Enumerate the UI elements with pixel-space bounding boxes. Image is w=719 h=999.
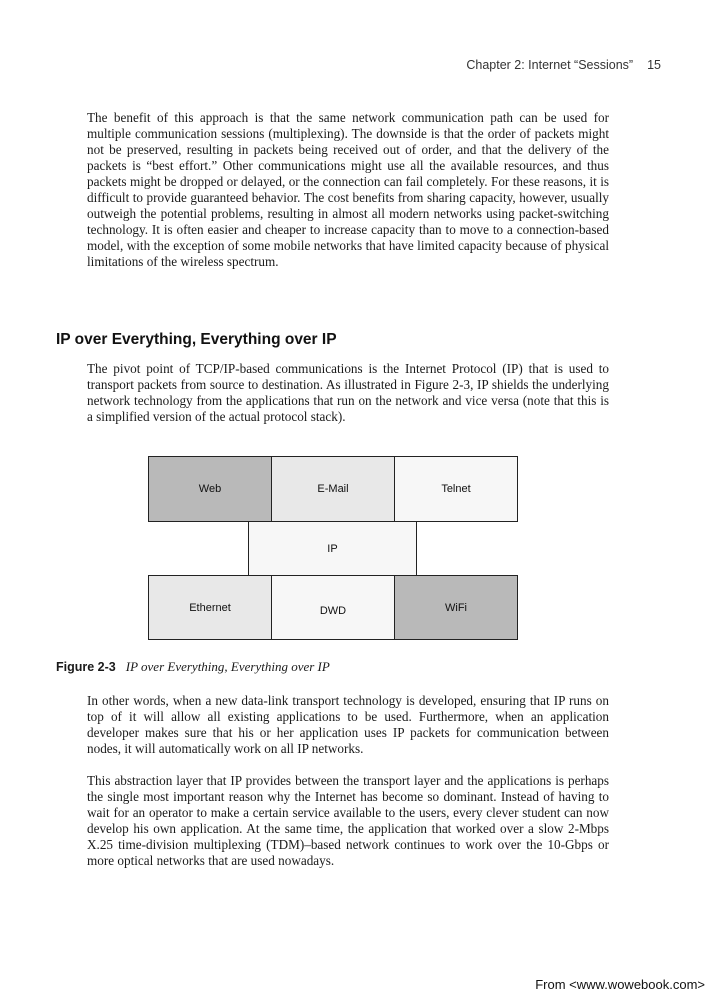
source-footer: From <www.wowebook.com> xyxy=(535,977,705,992)
paragraph-abstraction-layer: This abstraction layer that IP provides between the transport layer and the applications is perhaps the single most important reason why the Internet has become so dominant. Instead of having to wait for an operator to make a certain service available to the users, every clever student can now develop his own application. At the same time, the application that worked over a slow 2-Mbps X.25 time-division multiplexing (TDM)–based network continues to work over the 10-Gbps or more optical networks that are used nowadays. xyxy=(87,773,609,868)
figure-number: Figure 2-3 xyxy=(56,660,116,674)
diagram-box-ip: IP xyxy=(248,521,417,576)
diagram-box-web: Web xyxy=(148,456,272,522)
diagram-box-ethernet: Ethernet xyxy=(148,575,272,640)
diagram-box-wifi: WiFi xyxy=(394,575,518,640)
figure-caption xyxy=(56,659,330,675)
chapter-title: Chapter 2: Internet “Sessions” xyxy=(466,58,634,72)
running-head xyxy=(466,58,661,72)
figure-title: IP over Everything, Everything over IP xyxy=(125,659,330,674)
page-number: 15 xyxy=(647,58,661,72)
section-heading: IP over Everything, Everything over IP xyxy=(56,331,337,348)
paragraph-pivot-point: The pivot point of TCP/IP-based communications is the Internet Protocol (IP) that is used to transport packets from source to destination. As illustrated in Figure 2-3, IP shields the underlying network technology from the applications that run on the network and vice versa (note that this is a simplified version of the actual protocol stack). xyxy=(87,361,609,424)
diagram-box-telnet: Telnet xyxy=(394,456,518,522)
paragraph-packet-switching: The benefit of this approach is that the same network communication path can be used for multiple communication sessions (multiplexing). The downside is that the order of packets might not be preserved, resulting in packets being received out of order, and that the delivery of the packets is “best effort.” Other communications might use all the available resources, and thus packets might be dropped or delayed, or the connection can fail completely. For these reasons, it is difficult to provide guaranteed behavior. The cost benefits from sharing capacity, however, usually outweigh the potential problems, resulting in almost all modern networks using packet-switching technology. It is often easier and cheaper to increase capacity than to move to a connection-based model, with the exception of some mobile networks that have limited capacity because of physical limitations of the wireless spectrum. xyxy=(87,110,609,269)
paragraph-new-datalink: In other words, when a new data-link transport technology is developed, ensuring that IP runs on top of it will allow all existing applications to be used. Furthermore, when an application developer makes sure that his or her application uses IP packets for communication between nodes, it will automatically work on all IP networks. xyxy=(87,693,609,756)
diagram-box-dwd: DWD xyxy=(271,575,395,640)
diagram-box-email: E-Mail xyxy=(271,456,395,522)
